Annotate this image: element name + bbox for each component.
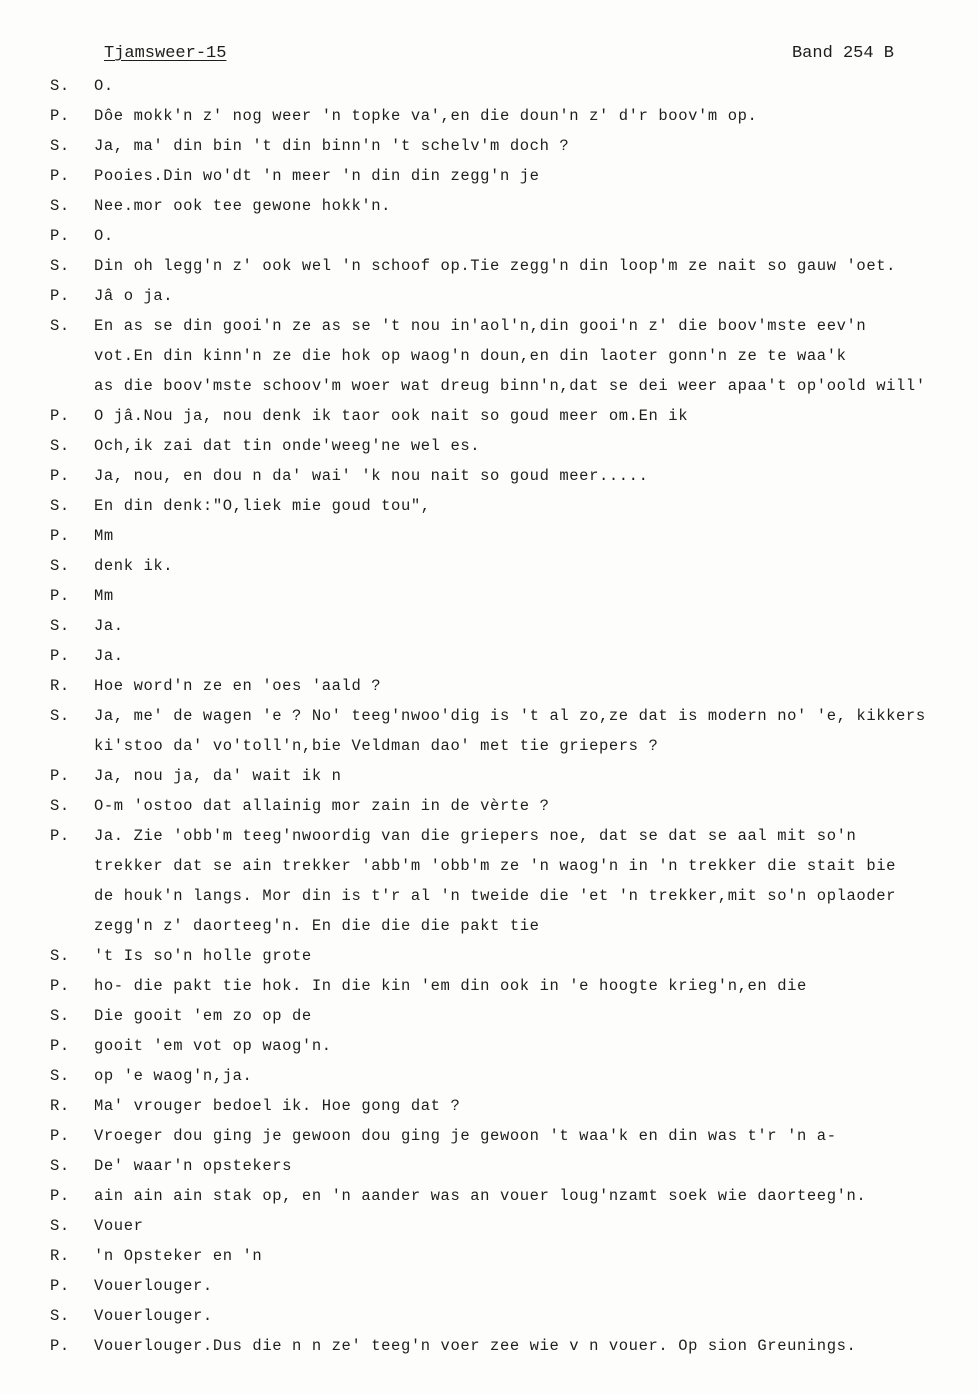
transcript-continuation-line: de houk'n langs. Mor din is t'r al 'n tweide die 'et 'n trekker,mit so'n oplaoder <box>94 887 897 905</box>
speaker-label: P. <box>50 977 70 995</box>
speaker-label: P. <box>50 1277 70 1295</box>
utterance-text: Hoe word'n ze en 'oes 'aald ? <box>94 677 382 695</box>
speaker-label: P. <box>50 107 70 125</box>
transcript-line <box>0 611 979 641</box>
speaker-label: S. <box>50 1007 70 1025</box>
utterance-text: Ja. <box>94 617 124 635</box>
utterance-text: Mm <box>94 527 114 545</box>
speaker-label: P. <box>50 587 70 605</box>
utterance-text: Ja, ma' din bin 't din binn'n 't schelv'm doch ? <box>94 137 570 155</box>
utterance-text: En as se din gooi'n ze as se 't nou in'aol'n,din gooi'n z' die boov'mste eev'n <box>94 317 867 335</box>
utterance-text: O. <box>94 77 114 95</box>
transcript-line <box>0 1091 979 1121</box>
speaker-label: P. <box>50 167 70 185</box>
transcript-line <box>0 971 979 1001</box>
transcript-continuation-line: zegg'n z' daorteeg'n. En die die die pakt tie <box>94 917 540 935</box>
transcript-line <box>0 431 979 461</box>
transcript-line <box>0 161 979 191</box>
speaker-label: P. <box>50 287 70 305</box>
speaker-label: S. <box>50 497 70 515</box>
utterance-text: Dôe mokk'n z' nog weer 'n topke va',en die doun'n z' d'r boov'm op. <box>94 107 758 125</box>
speaker-label: R. <box>50 677 70 695</box>
speaker-label: R. <box>50 1097 70 1115</box>
speaker-label: S. <box>50 77 70 95</box>
speaker-label: R. <box>50 1247 70 1265</box>
transcript-line <box>0 1001 979 1031</box>
transcript-line <box>0 401 979 431</box>
transcript-line <box>0 1181 979 1211</box>
transcript-line <box>0 641 979 671</box>
utterance-text: Vroeger dou ging je gewoon dou ging je gewoon 't waa'k en din was t'r 'n a- <box>94 1127 837 1145</box>
transcript-line <box>0 281 979 311</box>
speaker-label: S. <box>50 257 70 275</box>
transcript-line <box>0 581 979 611</box>
utterance-text: Die gooit 'em zo op de <box>94 1007 312 1025</box>
utterance-text: Ja. Zie 'obb'm teeg'nwoordig van die griepers noe, dat se dat se aal mit so'n <box>94 827 857 845</box>
transcript-line <box>0 1061 979 1091</box>
transcript-line <box>0 1211 979 1241</box>
tape-band-label: Band 254 B <box>791 44 894 63</box>
speaker-label: S. <box>50 1157 70 1175</box>
transcript-line <box>0 251 979 281</box>
utterance-text: Ja, nou, en dou n da' wai' 'k nou nait so goud meer..... <box>94 467 649 485</box>
transcript-continuation-line: as die boov'mste schoov'm woer wat dreug binn'n,dat se dei weer apaa't op'oold will' <box>94 377 926 395</box>
document-title: Tjamsweer-15 <box>104 44 227 63</box>
utterance-text: Jâ o ja. <box>94 287 174 305</box>
speaker-label: P. <box>50 767 70 785</box>
transcript-line <box>0 191 979 221</box>
utterance-text: O. <box>94 227 114 245</box>
transcript-line <box>0 671 979 701</box>
utterance-text: O jâ.Nou ja, nou denk ik taor ook nait so goud meer om.En ik <box>94 407 689 425</box>
speaker-label: S. <box>50 617 70 635</box>
speaker-label: P. <box>50 407 70 425</box>
transcript-line <box>0 131 979 161</box>
transcript-line <box>0 791 979 821</box>
speaker-label: S. <box>50 317 70 335</box>
transcript-line <box>0 461 979 491</box>
speaker-label: S. <box>50 437 70 455</box>
transcript-line <box>0 221 979 251</box>
utterance-text: Vouerlouger.Dus die n n ze' teeg'n voer zee wie v n vouer. Op sion Greunings. <box>94 1337 857 1355</box>
transcript-line <box>0 941 979 971</box>
transcript-line <box>0 1241 979 1271</box>
transcript-line <box>0 701 979 731</box>
transcript-line <box>0 71 979 101</box>
speaker-label: S. <box>50 1217 70 1235</box>
transcript-line <box>0 311 979 341</box>
utterance-text: Ja, nou ja, da' wait ik n <box>94 767 342 785</box>
speaker-label: P. <box>50 467 70 485</box>
speaker-label: P. <box>50 1127 70 1145</box>
speaker-label: S. <box>50 1067 70 1085</box>
speaker-label: S. <box>50 557 70 575</box>
transcript-continuation-line: trekker dat se ain trekker 'abb'm 'obb'm ze 'n waog'n in 'n trekker die stait bie <box>94 857 897 875</box>
utterance-text: op 'e waog'n,ja. <box>94 1067 253 1085</box>
speaker-label: P. <box>50 1037 70 1055</box>
transcript-line <box>0 1331 979 1361</box>
transcript-line <box>0 1271 979 1301</box>
utterance-text: Ma' vrouger bedoel ik. Hoe gong dat ? <box>94 1097 461 1115</box>
utterance-text: Din oh legg'n z' ook wel 'n schoof op.Tie zegg'n din loop'm ze nait so gauw 'oet. <box>94 257 897 275</box>
transcript-line <box>0 551 979 581</box>
utterance-text: Och,ik zai dat tin onde'weeg'ne wel es. <box>94 437 481 455</box>
utterance-text: Vouerlouger. <box>94 1277 213 1295</box>
utterance-text: Ja, me' de wagen 'e ? No' teeg'nwoo'dig is 't al zo,ze dat is modern no' 'e, kikkers <box>94 707 926 725</box>
speaker-label: S. <box>50 137 70 155</box>
utterance-text: Mm <box>94 587 114 605</box>
utterance-text: Vouer <box>94 1217 144 1235</box>
speaker-label: P. <box>50 227 70 245</box>
speaker-label: S. <box>50 1307 70 1325</box>
speaker-label: S. <box>50 197 70 215</box>
utterance-text: 'n Opsteker en 'n <box>94 1247 263 1265</box>
page-header <box>104 44 904 68</box>
utterance-text: Vouerlouger. <box>94 1307 213 1325</box>
utterance-text: De' waar'n opstekers <box>94 1157 293 1175</box>
transcript-line <box>0 1301 979 1331</box>
transcript-line <box>0 1151 979 1181</box>
speaker-label: P. <box>50 1187 70 1205</box>
speaker-label: S. <box>50 947 70 965</box>
utterance-text: gooit 'em vot op waog'n. <box>94 1037 332 1055</box>
transcript <box>0 71 979 1361</box>
utterance-text: Ja. <box>94 647 124 665</box>
speaker-label: P. <box>50 827 70 845</box>
utterance-text: 't Is so'n holle grote <box>94 947 312 965</box>
transcript-line <box>0 1031 979 1061</box>
transcript-line <box>0 101 979 131</box>
transcript-continuation-line: ki'stoo da' vo'toll'n,bie Veldman dao' met tie griepers ? <box>94 737 659 755</box>
utterance-text: O-m 'ostoo dat allainig mor zain in de vèrte ? <box>94 797 550 815</box>
utterance-text: Pooies.Din wo'dt 'n meer 'n din din zegg'n je <box>94 167 540 185</box>
transcript-line <box>0 821 979 851</box>
speaker-label: P. <box>50 647 70 665</box>
transcript-line <box>0 521 979 551</box>
speaker-label: S. <box>50 707 70 725</box>
utterance-text: Nee.mor ook tee gewone hokk'n. <box>94 197 392 215</box>
transcript-line <box>0 761 979 791</box>
utterance-text: ain ain ain stak op, en 'n aander was an vouer loug'nzamt soek wie daorteeg'n. <box>94 1187 867 1205</box>
transcript-continuation-line: vot.En din kinn'n ze die hok op waog'n doun,en din laoter gonn'n ze te waa'k <box>94 347 847 365</box>
utterance-text: denk ik. <box>94 557 174 575</box>
transcript-line <box>0 491 979 521</box>
utterance-text: ho- die pakt tie hok. In die kin 'em din ook in 'e hoogte krieg'n,en die <box>94 977 807 995</box>
speaker-label: S. <box>50 797 70 815</box>
speaker-label: P. <box>50 1337 70 1355</box>
speaker-label: P. <box>50 527 70 545</box>
transcript-line <box>0 1121 979 1151</box>
utterance-text: En din denk:"O,liek mie goud tou", <box>94 497 431 515</box>
